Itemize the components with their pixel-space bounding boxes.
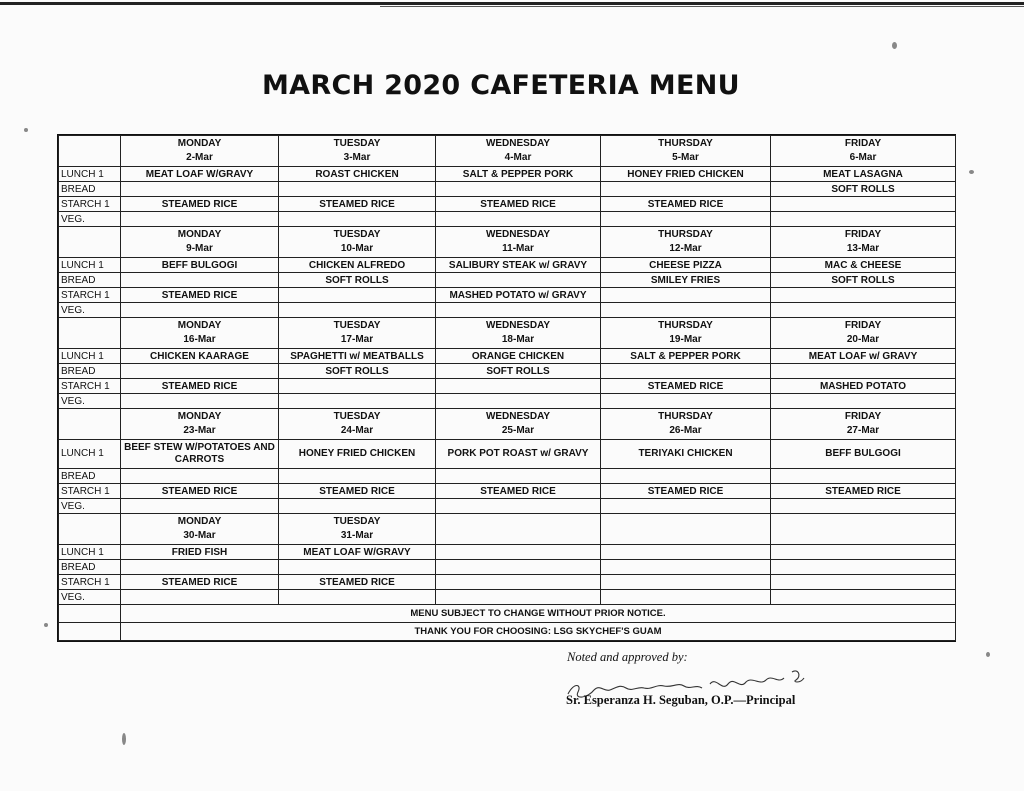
lunch-item: CHICKEN ALFREDO (279, 258, 436, 273)
bread-row (59, 560, 956, 575)
day-date: 30-Mar (183, 530, 216, 541)
veg-row-label: VEG. (59, 394, 121, 409)
day-date: 31-Mar (340, 530, 374, 541)
starch-row (59, 197, 956, 212)
bread-item (601, 560, 771, 575)
bread-item: SMILEY FRIES (601, 273, 771, 288)
veg-item (121, 212, 279, 227)
veg-item (121, 394, 279, 409)
lunch-item: ORANGE CHICKEN (436, 349, 601, 364)
blank-label-cell (59, 409, 121, 440)
starch-item: STEAMED RICE (771, 484, 956, 499)
scan-speck (122, 733, 126, 745)
starch-item (771, 288, 956, 303)
veg-item (771, 394, 956, 409)
veg-item (279, 303, 436, 318)
veg-row (59, 499, 956, 514)
day-date: 2-Mar (186, 152, 213, 163)
day-name: THURSDAY (658, 320, 713, 331)
lunch-item: BEFF BULGOGI (121, 258, 279, 273)
lunch-item: SALIBURY STEAK w/ GRAVY (436, 258, 601, 273)
day-header (601, 136, 771, 167)
day-header (601, 514, 771, 545)
veg-item (279, 590, 436, 605)
scan-speck (969, 170, 974, 174)
veg-item (279, 394, 436, 409)
week-header-row (59, 136, 956, 167)
day-name: FRIDAY (844, 229, 882, 240)
lunch-item: MAC & CHEESE (771, 258, 956, 273)
lunch-item: BEFF BULGOGI (771, 440, 956, 469)
bread-item (121, 182, 279, 197)
bread-item (121, 560, 279, 575)
day-name: WEDNESDAY (485, 229, 551, 240)
scan-speck (892, 42, 897, 49)
lunch-row-label: LUNCH 1 (59, 440, 121, 469)
bread-item (121, 364, 279, 379)
lunch-row (59, 545, 956, 560)
bread-item (771, 364, 956, 379)
change-notice: MENU SUBJECT TO CHANGE WITHOUT PRIOR NOTICE. (121, 605, 956, 623)
veg-item (601, 499, 771, 514)
lunch-item: PORK POT ROAST w/ GRAVY (436, 440, 601, 469)
lunch-item (436, 545, 601, 560)
veg-item (601, 212, 771, 227)
starch-item (436, 379, 601, 394)
veg-item (436, 499, 601, 514)
starch-item: MASHED POTATO (771, 379, 956, 394)
veg-row-label: VEG. (59, 212, 121, 227)
day-date: 9-Mar (186, 243, 213, 254)
bread-row-label: BREAD (59, 364, 121, 379)
veg-row (59, 590, 956, 605)
scan-speck (44, 623, 48, 627)
day-header (121, 514, 279, 545)
day-header (771, 227, 956, 258)
veg-item (601, 394, 771, 409)
day-date: 23-Mar (183, 425, 216, 436)
bread-item (601, 182, 771, 197)
day-name: MONDAY (177, 229, 222, 240)
day-header (279, 227, 436, 258)
bread-row-label: BREAD (59, 469, 121, 484)
lunch-item: MEAT LASAGNA (771, 167, 956, 182)
day-header (279, 136, 436, 167)
week-header-row (59, 318, 956, 349)
day-date: 11-Mar (502, 243, 534, 254)
day-name: THURSDAY (658, 138, 713, 149)
day-name: FRIDAY (844, 320, 882, 331)
lunch-row-label: LUNCH 1 (59, 258, 121, 273)
bread-item: SOFT ROLLS (279, 273, 436, 288)
veg-item (436, 590, 601, 605)
veg-item (601, 590, 771, 605)
veg-item (601, 303, 771, 318)
day-name: FRIDAY (844, 138, 882, 149)
veg-item (771, 212, 956, 227)
lunch-item: SPAGHETTI w/ MEATBALLS (279, 349, 436, 364)
starch-row (59, 288, 956, 303)
lunch-item: ROAST CHICKEN (279, 167, 436, 182)
day-name: THURSDAY (658, 229, 713, 240)
top-border-line (0, 2, 1024, 5)
note-row (59, 623, 956, 641)
day-date: 13-Mar (846, 243, 880, 254)
day-name: WEDNESDAY (485, 138, 551, 149)
signer-name: Sr. Esperanza H. Seguban, O.P.—Principal (566, 693, 796, 707)
veg-item (436, 394, 601, 409)
top-border-line-thin (380, 6, 1024, 7)
veg-item (771, 303, 956, 318)
veg-row (59, 394, 956, 409)
bread-item (279, 182, 436, 197)
veg-item (279, 499, 436, 514)
day-name: TUESDAY (333, 138, 381, 149)
page-title: MARCH 2020 CAFETERIA MENU (262, 70, 740, 101)
lunch-item: CHEESE PIZZA (601, 258, 771, 273)
day-header (436, 227, 601, 258)
lunch-item: FRIED FISH (121, 545, 279, 560)
lunch-item: HONEY FRIED CHICKEN (279, 440, 436, 469)
day-date: 24-Mar (340, 425, 374, 436)
bread-item (601, 469, 771, 484)
starch-row-label: STARCH 1 (59, 379, 121, 394)
starch-item (436, 575, 601, 590)
starch-row-label: STARCH 1 (59, 484, 121, 499)
starch-item: MASHED POTATO w/ GRAVY (436, 288, 601, 303)
blank-label-cell (59, 623, 121, 641)
starch-item: STEAMED RICE (279, 197, 436, 212)
day-date: 27-Mar (846, 425, 880, 436)
lunch-row (59, 349, 956, 364)
bread-item (436, 560, 601, 575)
starch-item (771, 575, 956, 590)
day-date: 17-Mar (340, 334, 374, 345)
blank-label-cell (59, 227, 121, 258)
veg-item (436, 212, 601, 227)
day-header (771, 409, 956, 440)
lunch-item: MEAT LOAF W/GRAVY (279, 545, 436, 560)
starch-row (59, 484, 956, 499)
veg-item (121, 590, 279, 605)
bread-row-label: BREAD (59, 560, 121, 575)
day-name: WEDNESDAY (485, 320, 551, 331)
day-header (436, 514, 601, 545)
lunch-item: MEAT LOAF W/GRAVY (121, 167, 279, 182)
day-name: MONDAY (177, 411, 222, 422)
lunch-row (59, 258, 956, 273)
bread-item (436, 469, 601, 484)
bread-item: SOFT ROLLS (436, 364, 601, 379)
blank-label-cell (59, 318, 121, 349)
lunch-row-label: LUNCH 1 (59, 545, 121, 560)
veg-item (771, 499, 956, 514)
menu-sheet (57, 134, 956, 642)
bread-item (279, 469, 436, 484)
scan-speck (986, 652, 990, 657)
starch-item (601, 575, 771, 590)
day-date: 26-Mar (669, 425, 702, 436)
lunch-item (601, 545, 771, 560)
day-header (601, 409, 771, 440)
lunch-row-label: LUNCH 1 (59, 349, 121, 364)
day-date: 3-Mar (343, 152, 371, 163)
starch-item (279, 288, 436, 303)
bread-row-label: BREAD (59, 182, 121, 197)
day-name: MONDAY (177, 138, 222, 149)
day-name: THURSDAY (658, 411, 713, 422)
veg-row-label: VEG. (59, 303, 121, 318)
starch-item (771, 197, 956, 212)
day-date: 12-Mar (669, 243, 702, 254)
day-name: TUESDAY (333, 516, 381, 527)
veg-item (279, 212, 436, 227)
note-row (59, 605, 956, 623)
bread-item (771, 560, 956, 575)
bread-item (121, 469, 279, 484)
lunch-row (59, 440, 956, 469)
veg-row-label: VEG. (59, 590, 121, 605)
veg-item (121, 499, 279, 514)
starch-item: STEAMED RICE (601, 197, 771, 212)
starch-row-label: STARCH 1 (59, 288, 121, 303)
day-name: TUESDAY (333, 229, 381, 240)
week-header-row (59, 227, 956, 258)
lunch-row (59, 167, 956, 182)
starch-item: STEAMED RICE (436, 484, 601, 499)
approval-note: Noted and approved by: (567, 650, 688, 664)
starch-item: STEAMED RICE (121, 288, 279, 303)
lunch-item: SALT & PEPPER PORK (436, 167, 601, 182)
lunch-item (771, 545, 956, 560)
day-name: MONDAY (177, 320, 222, 331)
day-date: 19-Mar (669, 334, 702, 345)
bread-item: SOFT ROLLS (771, 273, 956, 288)
blank-label-cell (59, 514, 121, 545)
day-header (771, 136, 956, 167)
starch-row-label: STARCH 1 (59, 197, 121, 212)
day-header (436, 318, 601, 349)
day-date: 16-Mar (183, 334, 216, 345)
thank-you-note: THANK YOU FOR CHOOSING: LSG SKYCHEF'S GUAM (121, 623, 956, 641)
bread-row (59, 469, 956, 484)
starch-item: STEAMED RICE (601, 484, 771, 499)
starch-row (59, 575, 956, 590)
veg-row-label: VEG. (59, 499, 121, 514)
menu-table (58, 135, 956, 641)
lunch-row-label: LUNCH 1 (59, 167, 121, 182)
veg-item (121, 303, 279, 318)
starch-row (59, 379, 956, 394)
bread-row (59, 182, 956, 197)
starch-item (601, 288, 771, 303)
day-header (121, 409, 279, 440)
bread-item (436, 182, 601, 197)
starch-item: STEAMED RICE (601, 379, 771, 394)
starch-row-label: STARCH 1 (59, 575, 121, 590)
day-header (436, 409, 601, 440)
bread-item: SOFT ROLLS (279, 364, 436, 379)
day-header (121, 318, 279, 349)
day-name: MONDAY (177, 516, 222, 527)
day-header (436, 136, 601, 167)
day-name: WEDNESDAY (485, 411, 551, 422)
starch-item: STEAMED RICE (121, 575, 279, 590)
veg-row (59, 212, 956, 227)
day-date: 6-Mar (849, 152, 877, 163)
blank-label-cell (59, 136, 121, 167)
week-header-row (59, 514, 956, 545)
starch-item: STEAMED RICE (121, 484, 279, 499)
veg-item (436, 303, 601, 318)
day-date: 25-Mar (501, 425, 535, 436)
day-header (279, 409, 436, 440)
day-name: TUESDAY (333, 411, 381, 422)
lunch-item: HONEY FRIED CHICKEN (601, 167, 771, 182)
lunch-item: MEAT LOAF w/ GRAVY (771, 349, 956, 364)
bread-item (601, 364, 771, 379)
veg-row (59, 303, 956, 318)
lunch-item: BEEF STEW W/POTATOES AND CARROTS (121, 440, 279, 469)
day-date: 5-Mar (672, 152, 699, 163)
starch-item: STEAMED RICE (279, 575, 436, 590)
blank-label-cell (59, 605, 121, 623)
day-header (121, 136, 279, 167)
day-header (771, 514, 956, 545)
day-header (601, 318, 771, 349)
day-date: 4-Mar (504, 152, 532, 163)
veg-item (771, 590, 956, 605)
day-header (121, 227, 279, 258)
day-header (771, 318, 956, 349)
week-header-row (59, 409, 956, 440)
bread-item (121, 273, 279, 288)
scan-speck (24, 128, 28, 132)
bread-row-label: BREAD (59, 273, 121, 288)
day-name: FRIDAY (844, 411, 882, 422)
bread-row (59, 364, 956, 379)
bread-item: SOFT ROLLS (771, 182, 956, 197)
lunch-item: TERIYAKI CHICKEN (601, 440, 771, 469)
day-header (601, 227, 771, 258)
starch-item: STEAMED RICE (279, 484, 436, 499)
bread-item (279, 560, 436, 575)
starch-item: STEAMED RICE (436, 197, 601, 212)
bread-item (771, 469, 956, 484)
day-date: 10-Mar (340, 243, 374, 254)
starch-item (279, 379, 436, 394)
day-header (279, 514, 436, 545)
day-header (279, 318, 436, 349)
starch-item: STEAMED RICE (121, 379, 279, 394)
day-date: 20-Mar (846, 334, 880, 345)
bread-item (436, 273, 601, 288)
day-name: TUESDAY (333, 320, 381, 331)
lunch-item: CHICKEN KAARAGE (121, 349, 279, 364)
day-date: 18-Mar (501, 334, 535, 345)
bread-row (59, 273, 956, 288)
starch-item: STEAMED RICE (121, 197, 279, 212)
lunch-item: SALT & PEPPER PORK (601, 349, 771, 364)
